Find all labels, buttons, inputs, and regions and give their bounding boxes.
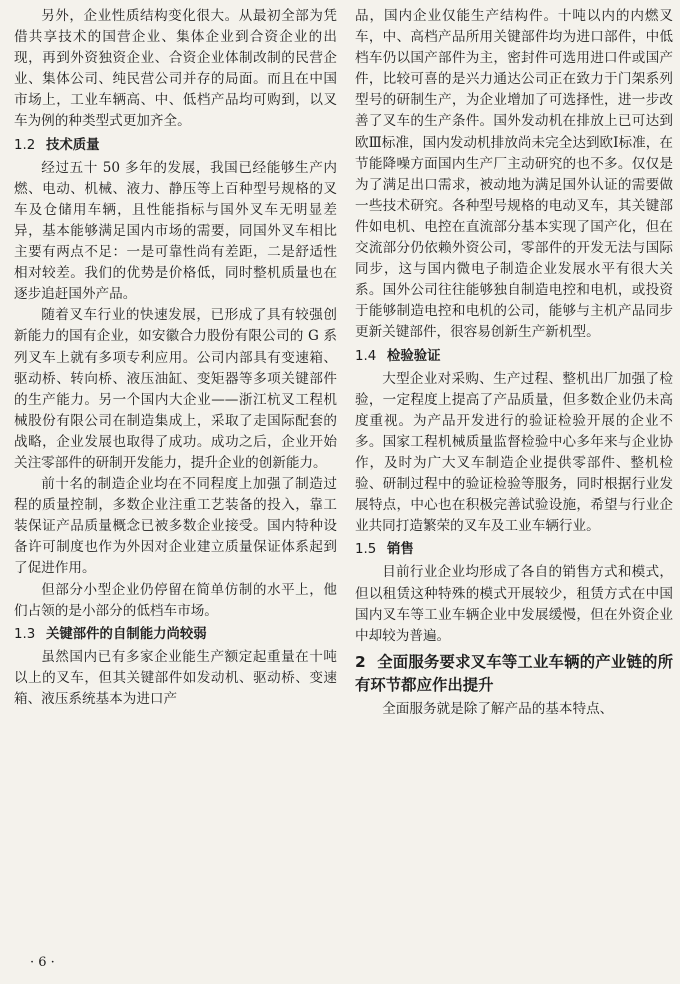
paragraph-tech-quality-1: 经过五十 50 多年的发展，我国已经能够生产内燃、电动、机械、液力、静压等上百种型号规格的叉车及仓储用车辆，且性能指标与国外叉车无明显差异，基本能够满足国内市场的需要，同国外叉车相比主要有两点不足：一是可靠性尚有差距，二是舒适性相对较差。我们的优势是价格低，同时整机质量也在逐步追赶国外产品。 [14,159,337,303]
paragraph-enterprise-structure: 另外，企业性质结构变化很大。从最初全部为凭借共享技术的国营企业、集体企业到合资企业的出现，再到外资独资企业、合资企业体制改制的民营企业、集体公司、纯民营公司并存的局面。而且在中国市场上，工业车辆高、中、低档产品均可购到，以叉车为例的种类型式更加齐全。 [14,8,337,130]
paragraph-inspection: 大型企业对采购、生产过程、整机出厂加强了检验，一定程度上提高了产品质量，但多数企业仍未高度重视。为产品开发进行的验证检验开展的企业不多。国家工程机械质量监督检验中心多年来与企业协作，及时为广大叉车制造企业提供零部件、整机检验、研制过程中的验证检验等服务，同时根据行业发展特点，中心也在积极完善试验设施，希望与行业企业共同打造繁荣的叉车及工业车辆行业。 [355,370,673,535]
section-heading-1-4 [355,346,673,367]
section-title: 销售 [387,542,414,558]
section-heading-1-5 [355,539,673,560]
section-heading-1-3 [14,624,337,645]
section-number: 2 [355,652,366,671]
paragraph-full-service: 全面服务就是除了解产品的基本特点、 [382,700,614,717]
paragraph-tech-quality-2: 随着叉车行业的快速发展，已形成了具有较强创新能力的国有企业，如安徽合力股份有限公司的 G 系列叉车上就有多项专利应用。公司内部具有变速箱、驱动桥、转向桥、液压油缸、变矩器等多项关键部件的生产能力。另一个国内大企业——浙江杭叉工程机械股份有限公司在制造集成上，采取了走国际配套的战略，企业发展也取得了成功。成功之后，企业开始关注零部件的研制开发能力，提升企业的创新能力。 [14,307,337,471]
section-heading-1-2 [14,135,337,156]
page-number: · 6 · [30,955,55,970]
section-number: 1.3 [14,626,36,642]
left-column [14,6,337,710]
paragraph-sales: 目前行业企业均形成了各自的销售方式和模式，但以租赁这种特殊的模式开展较少，租赁方式在中国国内叉车等工业车辆企业中发展缓慢，但在外资企业中却较为普遍。 [355,564,673,644]
paragraph-tech-quality-4: 但部分小型企业仍停留在简单仿制的水平上，他们占领的是小部分的低档车市场。 [14,581,337,619]
paragraph-tech-quality-3: 前十名的制造企业均在不同程度上加强了制造过程的质量控制，多数企业注重工艺装备的投入，靠工装保证产品质量概念已被多数企业接受。国内特种设备许可制度也作为外因对企业建立质量保证体系起到了促进作用。 [14,476,337,577]
paragraph-key-parts-1: 虽然国内已有多家企业能生产额定起重量在十吨以上的叉车，但其关键部件如发动机、驱动桥、变速箱、液压系统基本为进口产 [14,648,337,707]
section-number: 1.2 [14,137,36,153]
section-title: 检验验证 [387,348,441,364]
right-column [355,6,673,720]
section-title: 技术质量 [46,137,100,153]
paragraph-key-parts-continued: 品，国内企业仅能生产结构件。十吨以内的内燃叉车，中、高档产品所用关键部件均为进口部件，中低档车仍以国产部件为主，密封件可选用进口件或国产件，比较可喜的是兴力通达公司正在致力于门架系列型号的研制生产，为企业增加了可选择性，进一步改善了叉车的生产条件。国外发动机在排放上已可达到欧Ⅲ标准，国内发动机排放尚未完全达到欧Ⅰ标准，在节能降噪方面国内生产厂主动研究的也不多。仅仅是为了满足出口需求，被动地为满足国外认证的需要做一些技术研究。各种型号规格的电动叉车，其关键部件如电机、电控在直流部分基本实现了国产化，但在交流部分仍依赖外资公司，零部件的开发无法与国际同步，这与国内微电子制造企业发展水平有很大关系。国外公司往往能够独自制造电控和电机，或投资于能够制造电控和电机的公司，能够与主机产品同步更新关键部件，很容易创新生产新机型。 [355,8,673,341]
section-title: 全面服务要求叉车等工业车辆的产业链的所有环节都应作出提升 [355,652,673,694]
section-number: 1.5 [355,542,377,558]
section-heading-2 [355,651,673,697]
section-number: 1.4 [355,348,377,364]
section-title: 关键部件的自制能力尚较弱 [46,626,207,642]
